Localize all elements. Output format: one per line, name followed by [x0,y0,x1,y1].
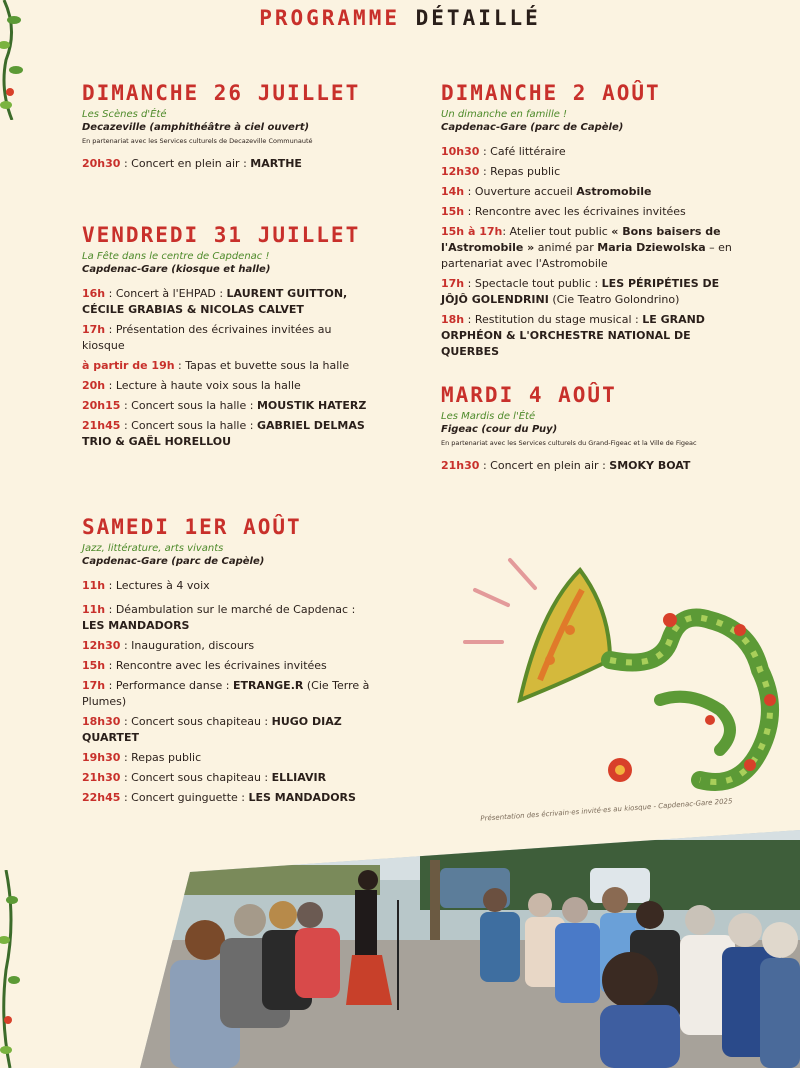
event-artist: LES MANDADORS [82,619,190,632]
event-artist: ETRANGE.R [232,679,304,692]
event-item [441,144,741,160]
event-list [82,286,372,450]
event-time: 10h30 [441,145,480,158]
event-text: : Rencontre avec les écrivaines invitées [105,659,327,672]
event-text: : Ouverture accueil [464,185,577,198]
event-time: à partir de 19h [82,359,175,372]
event-item [441,276,741,308]
event-item [82,638,372,654]
event-time: 20h30 [82,157,121,170]
event-time: 18h [441,313,465,326]
event-time: 15h [82,659,106,672]
event-time: 16h [82,287,106,300]
event-list [441,144,741,360]
event-time: 21h30 [82,771,121,784]
event-artist: LES MANDADORS [248,791,356,804]
day-partner: En partenariat avec les Services culturels de Decazeville Communauté [82,137,313,145]
event-item [82,602,372,634]
event-text-after: (Cie Teatro Golondrino) [548,293,680,306]
event-text: : Déambulation sur le marché de Capdenac : [105,603,356,616]
event-text: : Concert sous chapiteau : [120,715,272,728]
event-time: 14h [441,185,465,198]
event-item [441,458,741,474]
day-title: SAMEDI 1ER AOÛT [82,515,302,539]
event-artist: GABRIEL DELMAS TRIO & GAËL HORELLOU [82,419,365,448]
event-artist: HUGO DIAZ QUARTET [82,715,342,744]
day-title: DIMANCHE 2 AOÛT [441,81,661,105]
event-time: 17h [441,277,465,290]
day-section [82,514,372,810]
event-item [82,156,372,172]
day-section [82,222,372,454]
event-time: 15h à 17h [441,225,503,238]
event-time: 19h30 [82,751,121,764]
page-title [0,6,800,30]
event-time: 12h30 [441,165,480,178]
event-list [82,578,372,806]
event-text: : Concert sous chapiteau : [120,771,272,784]
event-text: : Rencontre avec les écrivaines invitées [464,205,686,218]
event-time: 17h [82,323,106,336]
event-artist: ELLIAVIR [271,771,327,784]
event-text: : Concert sous la halle : [120,419,257,432]
event-time: 11h [82,579,106,592]
day-title: MARDI 4 AOÛT [441,383,617,407]
event-text: : Concert à l'EHPAD : [105,287,227,300]
day-location: Decazeville (amphithéâtre à ciel ouvert) [82,122,310,133]
event-artist: MARTHE [250,157,302,170]
day-title: VENDREDI 31 JUILLET [82,223,361,247]
event-text: : Concert sous la halle : [120,399,257,412]
event-item [82,418,372,450]
event-item [82,578,372,594]
event-text: : Atelier tout public [502,225,612,238]
event-text: : Concert en plein air : [479,459,610,472]
event-text: : Tapas et buvette sous la halle [174,359,350,372]
event-artist: LAURENT GUITTON, CÉCILE GRABIAS & NICOLAS CALVET [82,287,348,316]
event-item [82,770,372,786]
event-item [82,658,372,674]
event-time: 18h30 [82,715,121,728]
event-text: : Performance danse : [105,679,233,692]
day-subtitle: Jazz, littérature, arts vivants [82,543,224,554]
event-artist: Astromobile [576,185,652,198]
event-animator: Maria Dziewolska [597,241,706,254]
event-text: : Concert en plein air : [120,157,251,170]
event-artist: « Bons baisers de l'Astromobile » [441,225,721,254]
page-title-part1: PROGRAMME [259,6,400,30]
day-subtitle: Les Mardis de l'Été [441,411,536,422]
event-item [82,678,372,710]
event-photo [0,820,800,1068]
event-item [82,322,372,354]
event-text: : Inauguration, discours [120,639,255,652]
event-item [82,714,372,746]
event-text-after: animé par [534,241,598,254]
day-section [441,382,741,478]
event-text: : Repas public [479,165,561,178]
day-subtitle: Les Scènes d'Été [82,109,167,120]
trumpet-flower-illustration [460,550,800,810]
event-item [441,224,741,272]
event-text: : Café littéraire [479,145,566,158]
event-time: 20h [82,379,106,392]
day-location: Capdenac-Gare (parc de Capèle) [82,556,265,567]
event-item [82,750,372,766]
event-item [82,378,372,394]
event-item [441,164,741,180]
event-artist: LES PÉRIPÉTIES DE JÔJÔ GOLENDRINI [441,277,720,306]
event-text: : Concert guinguette : [120,791,249,804]
day-section [82,80,372,176]
event-text: : Repas public [120,751,202,764]
day-subtitle: Un dimanche en famille ! [441,109,568,120]
event-text: : Spectacle tout public : [464,277,602,290]
event-item [82,358,372,374]
day-subtitle: La Fête dans le centre de Capdenac ! [82,251,270,262]
day-location: Capdenac-Gare (kiosque et halle) [82,264,271,275]
event-item [441,204,741,220]
event-time: 11h [82,603,106,616]
event-item [441,184,741,200]
event-text: : Lecture à haute voix sous la halle [105,379,301,392]
event-text: : Présentation des écrivaines invitées au kiosque [82,323,332,352]
event-time: 12h30 [82,639,121,652]
event-item [82,790,372,806]
event-item [82,398,372,414]
event-time: 17h [82,679,106,692]
page-title-part2: DÉTAILLÉ [415,6,541,30]
event-artist: SMOKY BOAT [609,459,691,472]
photo-caption: Présentation des écrivain·es invité·es au kiosque - Capdenac-Gare 2025 [480,797,733,823]
event-text: : Lectures à 4 voix [105,579,210,592]
event-text-after2: – en partenariat avec l'Astromobile [441,241,732,270]
event-time: 21h30 [441,459,480,472]
event-list [82,156,372,172]
day-title: DIMANCHE 26 JUILLET [82,81,361,105]
event-list [441,458,741,474]
day-partner: En partenariat avec les Services culturels du Grand-Figeac et la Ville de Figeac [441,439,697,447]
event-time: 20h15 [82,399,121,412]
day-section [441,80,741,364]
event-item [82,286,372,318]
event-item [441,312,741,360]
event-text-after: (Cie Terre à Plumes) [82,679,370,708]
event-artist: LE GRAND ORPHÉON & L'ORCHESTRE NATIONAL DE QUERBES [441,313,705,358]
day-location: Capdenac-Gare (parc de Capèle) [441,122,624,133]
event-artist: MOUSTIK HATERZ [256,399,367,412]
day-location: Figeac (cour du Puy) [441,424,558,435]
event-time: 21h45 [82,419,121,432]
event-time: 22h45 [82,791,121,804]
event-text: : Restitution du stage musical : [464,313,643,326]
event-time: 15h [441,205,465,218]
